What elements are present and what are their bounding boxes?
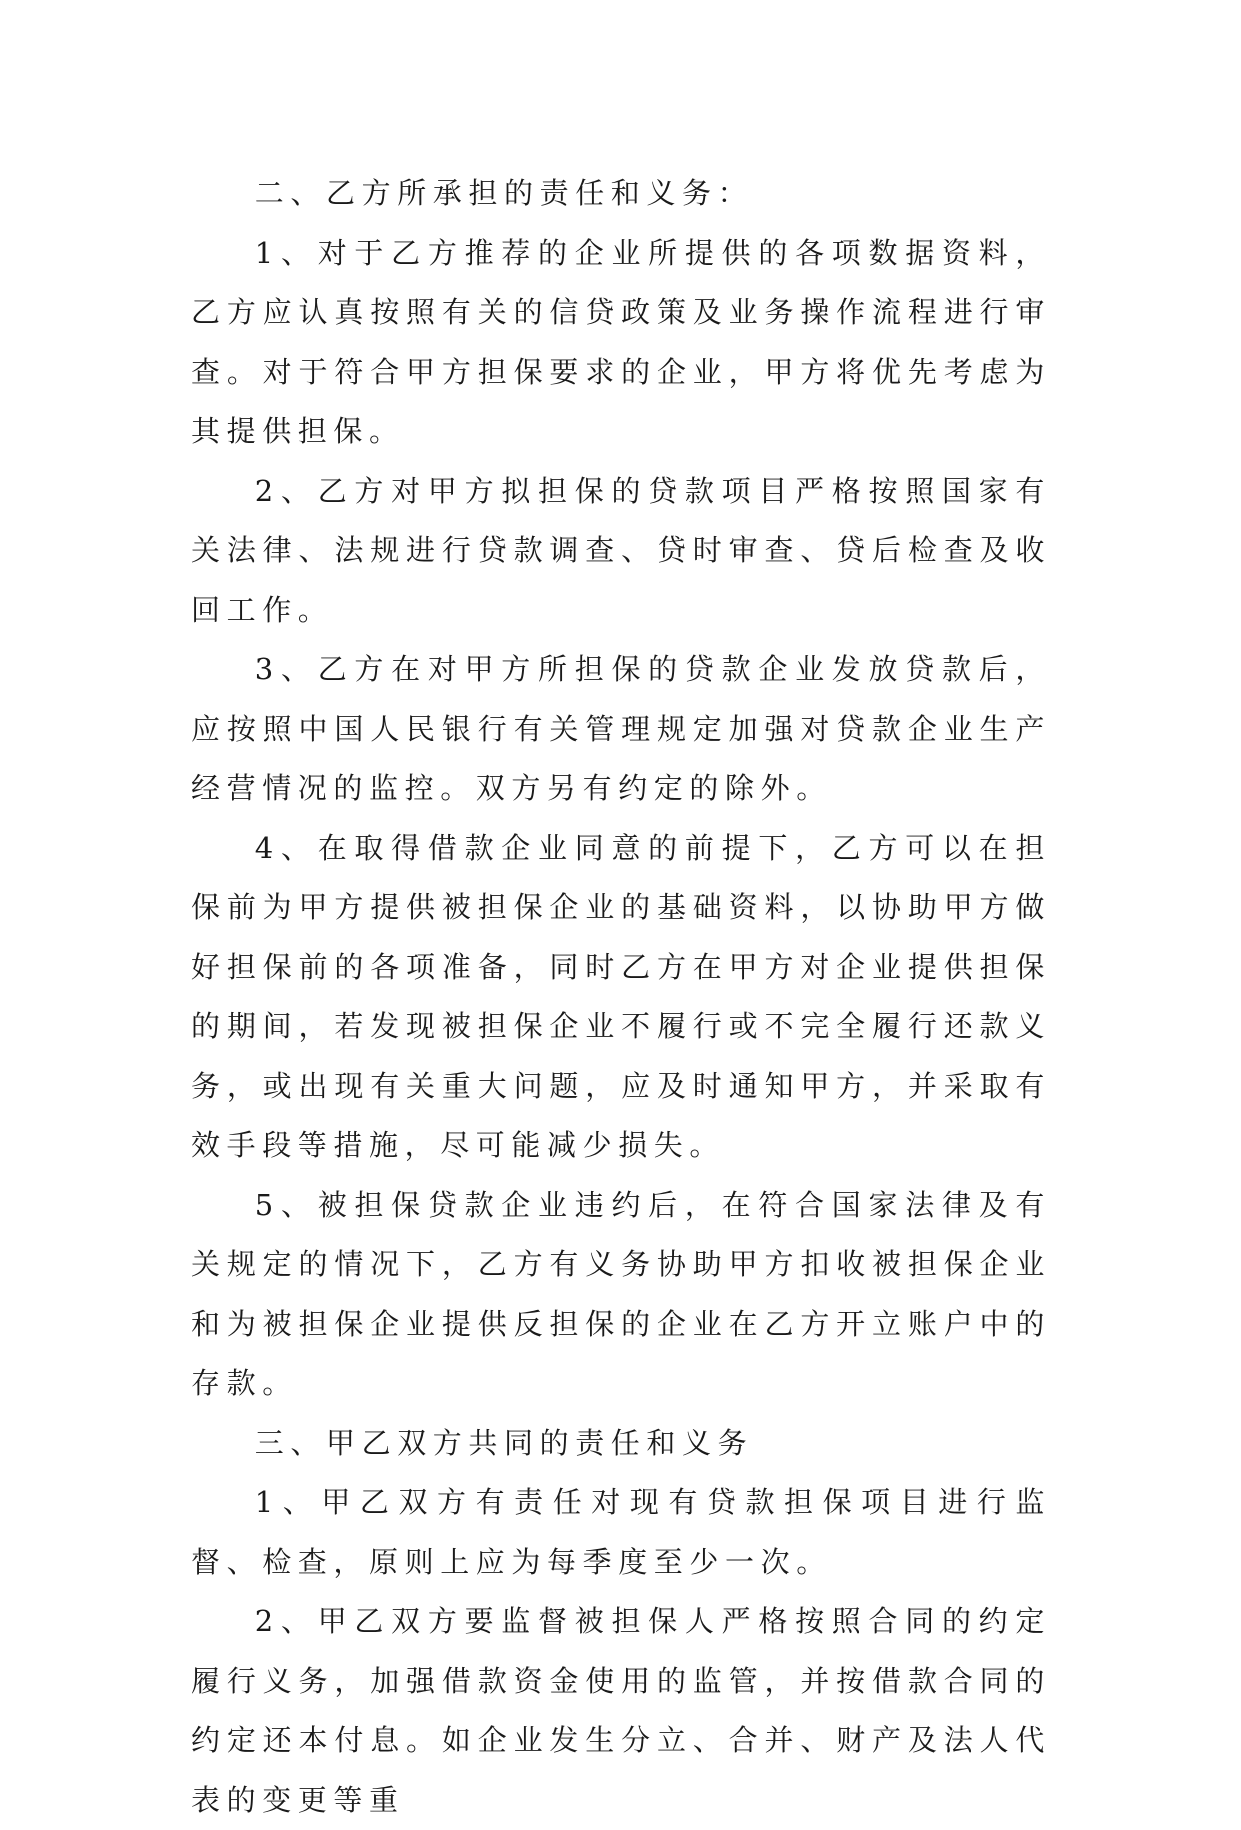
paragraph-b-5: 5、被担保贷款企业违约后，在符合国家法律及有关规定的情况下，乙方有义务协助甲方扣收被担保企业和为被担保企业提供反担保的企业在乙方开立账户中的存款。 [191, 1187, 1051, 1400]
section-heading-party-b-duties: 二、乙方所承担的责任和义务： [254, 176, 754, 210]
paragraph-joint-1: 1、甲乙双方有责任对现有贷款担保项目进行监督、检查，原则上应为每季度至少一次。 [191, 1485, 1051, 1579]
document-body [191, 164, 1051, 1830]
paragraph-b-3: 3、乙方在对甲方所担保的贷款企业发放贷款后，应按照中国人民银行有关管理规定加强对贷款企业生产经营情况的监控。双方另有约定的除外。 [191, 652, 1051, 805]
paragraph-b-4: 4、在取得借款企业同意的前提下，乙方可以在担保前为甲方提供被担保企业的基础资料，以协助甲方做好担保前的各项准备，同时乙方在甲方对企业提供担保的期间，若发现被担保企业不履行或不完全履行还款义务，或出现有关重大问题，应及时通知甲方，并采取有效手段等措施，尽可能减少损失。 [191, 830, 1051, 1162]
paragraph-joint-2: 2、甲乙双方要监督被担保人严格按照合同的约定履行义务，加强借款资金使用的监管，并按借款合同的约定还本付息。如企业发生分立、合并、财产及法人代表的变更等重 [191, 1604, 1051, 1817]
paragraph-b-1: 1、对于乙方推荐的企业所提供的各项数据资料，乙方应认真按照有关的信贷政策及业务操作流程进行审查。对于符合甲方担保要求的企业，甲方将优先考虑为其提供担保。 [191, 235, 1051, 448]
section-heading-joint-duties: 三、甲乙双方共同的责任和义务 [254, 1425, 754, 1460]
paragraph-b-2: 2、乙方对甲方拟担保的贷款项目严格按照国家有关法律、法规进行贷款调查、贷时审查、贷后检查及收回工作。 [191, 473, 1051, 627]
